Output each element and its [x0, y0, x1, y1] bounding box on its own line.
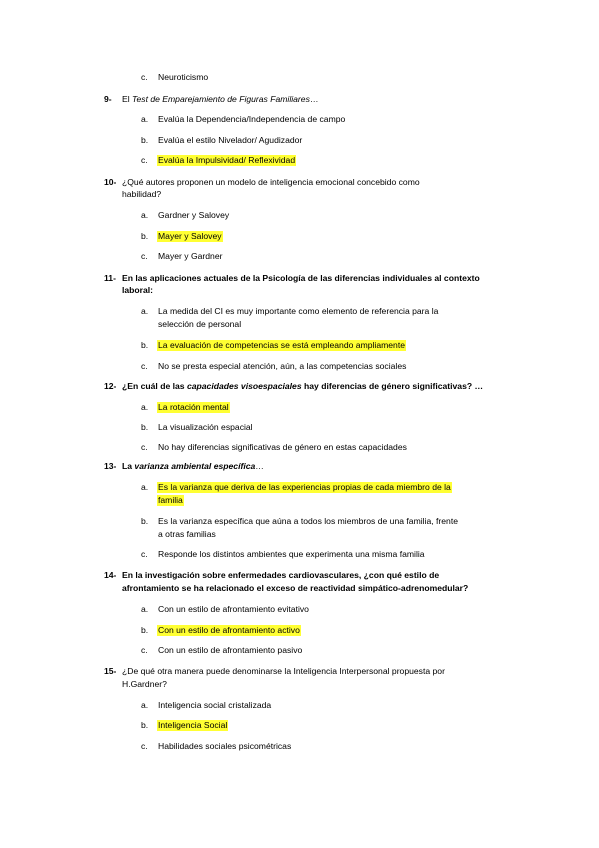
- question-text: En la investigación sobre enfermedades cardiovasculares, ¿con qué estilo de: [122, 570, 440, 580]
- option-text-highlighted: La evaluación de competencias se está empleando ampliamente: [158, 340, 405, 350]
- option-letter: b.: [141, 422, 149, 432]
- option-text: Con un estilo de afrontamiento evitativo: [158, 604, 309, 614]
- option-text: Es la varianza específica que aúna a todos los miembros de una familia, frente: [158, 516, 458, 526]
- question-number: 10-: [104, 177, 117, 187]
- option-text: No se presta especial atención, aún, a las competencias sociales: [158, 361, 407, 371]
- question-number: 11-: [104, 273, 116, 283]
- option-letter: c.: [141, 361, 148, 371]
- option-letter: b.: [141, 231, 149, 241]
- option-text: Habilidades sociales psicométricas: [158, 741, 292, 751]
- question-number: 12-: [104, 381, 117, 391]
- option-letter: c.: [141, 72, 148, 82]
- option-letter: a.: [141, 700, 149, 710]
- question-text: afrontamiento se ha relacionado el exceso de reactividad simpático-adrenomedular?: [122, 583, 469, 593]
- option-text: Gardner y Salovey: [158, 210, 230, 220]
- option-text: a otras familias: [158, 529, 216, 539]
- option-letter: c.: [141, 442, 148, 452]
- option-text-highlighted: familia: [158, 495, 183, 505]
- option-letter: a.: [141, 114, 149, 124]
- option-letter: c.: [141, 741, 148, 751]
- option-letter: b.: [141, 516, 149, 526]
- option-text: Con un estilo de afrontamiento pasivo: [158, 645, 303, 655]
- option-text-highlighted: Es la varianza que deriva de las experiencias propias de cada miembro de la: [158, 482, 451, 492]
- option-letter: b.: [141, 720, 149, 730]
- option-letter: c.: [141, 155, 148, 165]
- question-text: ¿De qué otra manera puede denominarse la Inteligencia Interpersonal propuesta por: [122, 666, 445, 676]
- question-text: laboral:: [122, 285, 154, 295]
- option-letter: a.: [141, 210, 149, 220]
- option-letter: b.: [141, 625, 149, 635]
- option-text: No hay diferencias significativas de género en estas capacidades: [158, 442, 407, 452]
- option-text-highlighted: Evalúa la Impulsividad/ Reflexividad: [158, 155, 296, 165]
- question-text: El Test de Emparejamiento de Figuras Familiares…: [122, 94, 319, 104]
- question-number: 15-: [104, 666, 117, 676]
- option-text-highlighted: La rotación mental: [158, 402, 229, 412]
- option-letter: a.: [141, 402, 149, 412]
- option-text: La medida del CI es muy importante como elemento de referencia para la: [158, 306, 439, 316]
- option-text-highlighted: Mayer y Salovey: [158, 231, 222, 241]
- question-text: La varianza ambiental específica…: [122, 461, 264, 471]
- option-letter: c.: [141, 549, 148, 559]
- question-number: 14-: [104, 570, 117, 580]
- option-text: Evalúa la Dependencia/Independencia de campo: [158, 114, 346, 124]
- option-letter: a.: [141, 306, 149, 316]
- option-text-highlighted: Inteligencia Social: [158, 720, 228, 730]
- question-text: En las aplicaciones actuales de la Psicología de las diferencias individuales al contexto: [122, 273, 480, 283]
- question-number: 9-: [104, 94, 112, 104]
- option-text: selección de personal: [158, 319, 242, 329]
- option-letter: c.: [141, 251, 148, 261]
- option-text: Neuroticismo: [158, 72, 209, 82]
- question-text: habilidad?: [122, 189, 162, 199]
- option-text: La visualización espacial: [158, 422, 253, 432]
- question-text: ¿En cuál de las capacidades visoespaciales hay diferencias de género significativas? …: [122, 381, 484, 391]
- question-number: 13-: [104, 461, 117, 471]
- question-text: H.Gardner?: [122, 679, 167, 689]
- option-text: Responde los distintos ambientes que experimenta una misma familia: [158, 549, 425, 559]
- option-letter: b.: [141, 135, 149, 145]
- option-text: Inteligencia social cristalizada: [158, 700, 272, 710]
- option-letter: c.: [141, 645, 148, 655]
- option-letter: a.: [141, 482, 149, 492]
- option-text: Mayer y Gardner: [158, 251, 223, 261]
- question-text: ¿Qué autores proponen un modelo de inteligencia emocional concebido como: [122, 177, 420, 187]
- option-letter: a.: [141, 604, 149, 614]
- option-letter: b.: [141, 340, 149, 350]
- option-text-highlighted: Con un estilo de afrontamiento activo: [158, 625, 300, 635]
- option-text: Evalúa el estilo Nivelador/ Agudizador: [158, 135, 303, 145]
